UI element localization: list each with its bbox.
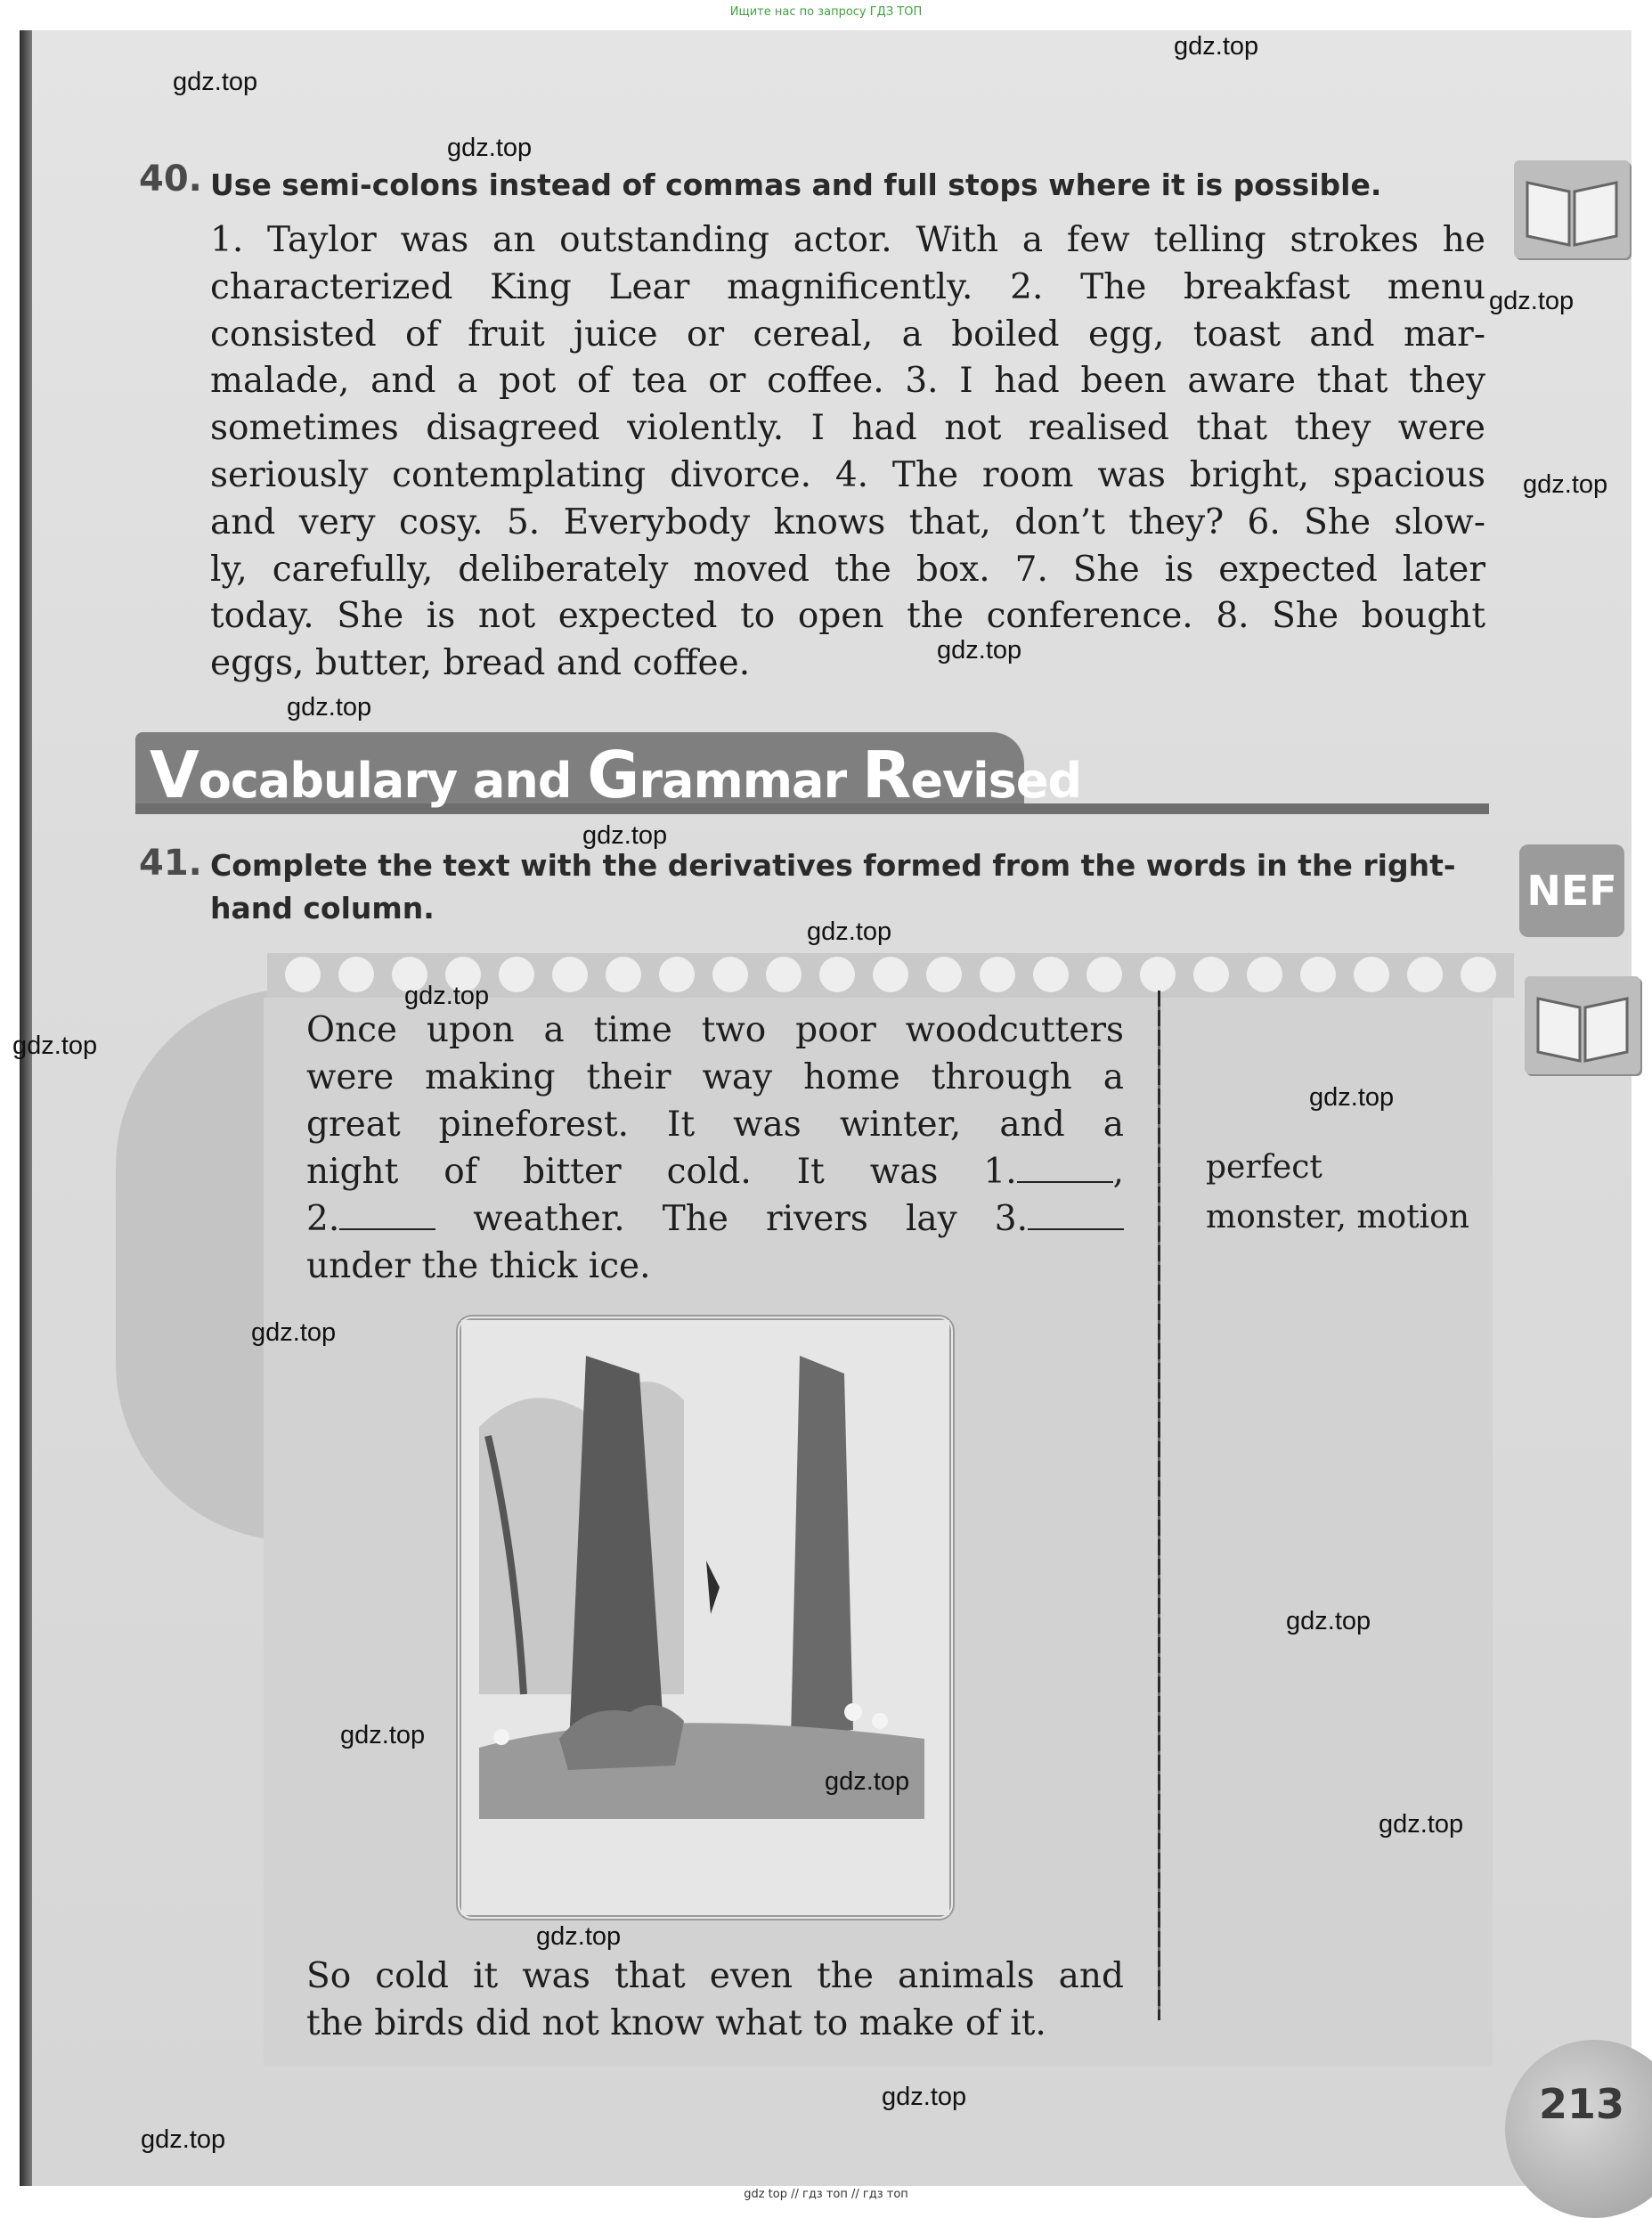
text-line: ly, carefully, deliberately moved the box. 7. She is expected later [210,549,1485,590]
story-line: night of bitter cold. It was 1. , [306,1152,1124,1192]
decorative-dot [285,957,321,992]
story-line: So cold it was that even the animals and [306,1956,1124,1996]
decorative-dot [338,957,374,992]
decorative-dot [926,957,962,992]
decorative-dot [819,957,855,992]
story-line: under the thick ice. [306,1246,651,1286]
decorative-dot [1354,957,1389,992]
watermark: gdz.top [1286,1607,1371,1635]
story-line: 2. weather. The rivers lay 3. [306,1195,1124,1243]
watermark: gdz.top [536,1922,622,1951]
exercise-41-story [306,1007,1124,1290]
nef-badge: NEF [1519,844,1624,937]
decorative-dot [499,957,534,992]
watermark: gdz.top [173,68,258,96]
decorative-dot [873,957,908,992]
watermark: gdz.top [12,1032,98,1060]
decorative-dot [980,957,1015,992]
answer-blank-3[interactable] [1028,1202,1124,1230]
forest-illustration [456,1315,955,1920]
text-line: sometimes disagreed violently. I had not realised that they were [210,408,1485,449]
exercise-40-number: 40. [139,159,202,200]
story-line: the birds did not know what to make of it. [306,2003,1046,2043]
decorative-dot [552,957,588,992]
header-note: Ищите нас по запросу ГДЗ ТОП [729,5,923,19]
exercise-41-instruction-line2: hand column. [210,891,435,926]
decorative-dot [1247,957,1282,992]
text-line: eggs, butter, bread and coffee. [210,643,751,684]
section-title: Vocabulary and Grammar Revised [150,738,1082,812]
text-line: 1. Taylor was an outstanding actor. With a few telling strokes he [210,220,1485,260]
watermark: gdz.top [251,1318,337,1347]
decorative-dot [1407,957,1443,992]
text-line: malade, and a pot of tea or coffee. 3. I had been aware that they [210,361,1485,402]
exercise-40-instruction: Use semi-colons instead of commas and full stops where it is possible. [210,167,1382,202]
watermark: gdz.top [404,982,490,1010]
decorative-dot [1300,957,1336,992]
clue-word-1: perfect [1206,1149,1322,1186]
decorative-dot [1193,957,1229,992]
watermark: gdz.top [287,693,372,722]
book-icon [1514,160,1630,258]
exercise-40-text [210,217,1485,688]
page-number: 213 [1539,2080,1625,2128]
decorative-dot [1033,957,1069,992]
watermark: gdz.top [340,1721,426,1749]
text-line: and very cosy. 5. Everybody knows that, don’t they? 6. She slow- [210,501,1485,542]
answer-blank-2[interactable] [339,1202,435,1230]
book-icon [1525,976,1640,1074]
decorative-dot [659,957,695,992]
watermark: gdz.top [1489,287,1575,315]
decorative-dot [712,957,748,992]
footer-note: gdz top // гдз топ // гдз топ [744,2188,908,2201]
clue-word-2: monster, motion [1206,1199,1470,1235]
column-divider [1158,991,1160,2020]
answer-blank-1[interactable] [1017,1154,1113,1183]
exercise-41-story-closing [306,1953,1124,2047]
decorative-dot [1461,957,1496,992]
decorative-dot [1086,957,1122,992]
watermark: gdz.top [447,134,533,162]
watermark: gdz.top [141,2125,226,2154]
decorative-dot [766,957,802,992]
watermark: gdz.top [807,917,892,946]
watermark: gdz.top [825,1767,910,1796]
decorative-dot [1140,957,1176,992]
exercise-41-instruction-line1: Complete the text with the derivatives formed from the words in the right- [210,848,1456,883]
page-spine [20,30,32,2186]
watermark: gdz.top [1309,1083,1395,1112]
watermark: gdz.top [937,636,1022,665]
exercise-41-number: 41. [139,843,202,884]
watermark: gdz.top [882,2083,967,2111]
text-line: seriously contemplating divorce. 4. The room was bright, spacious [210,454,1485,495]
story-line: great pineforest. It was winter, and a [306,1105,1124,1145]
text-line: characterized King Lear magnificently. 2. The breakfast menu [210,266,1485,307]
watermark: gdz.top [1174,32,1259,61]
watermark: gdz.top [582,821,668,850]
text-line: today. She is not expected to open the conference. 8. She bought [210,596,1485,637]
decorative-dot [606,957,641,992]
story-line: were making their way home through a [306,1057,1124,1097]
watermark: gdz.top [1523,470,1608,499]
text-line: consisted of fruit juice or cereal, a boiled egg, toast and mar- [210,314,1485,355]
watermark: gdz.top [1379,1810,1464,1839]
story-line: Once upon a time two poor woodcutters [306,1010,1124,1050]
